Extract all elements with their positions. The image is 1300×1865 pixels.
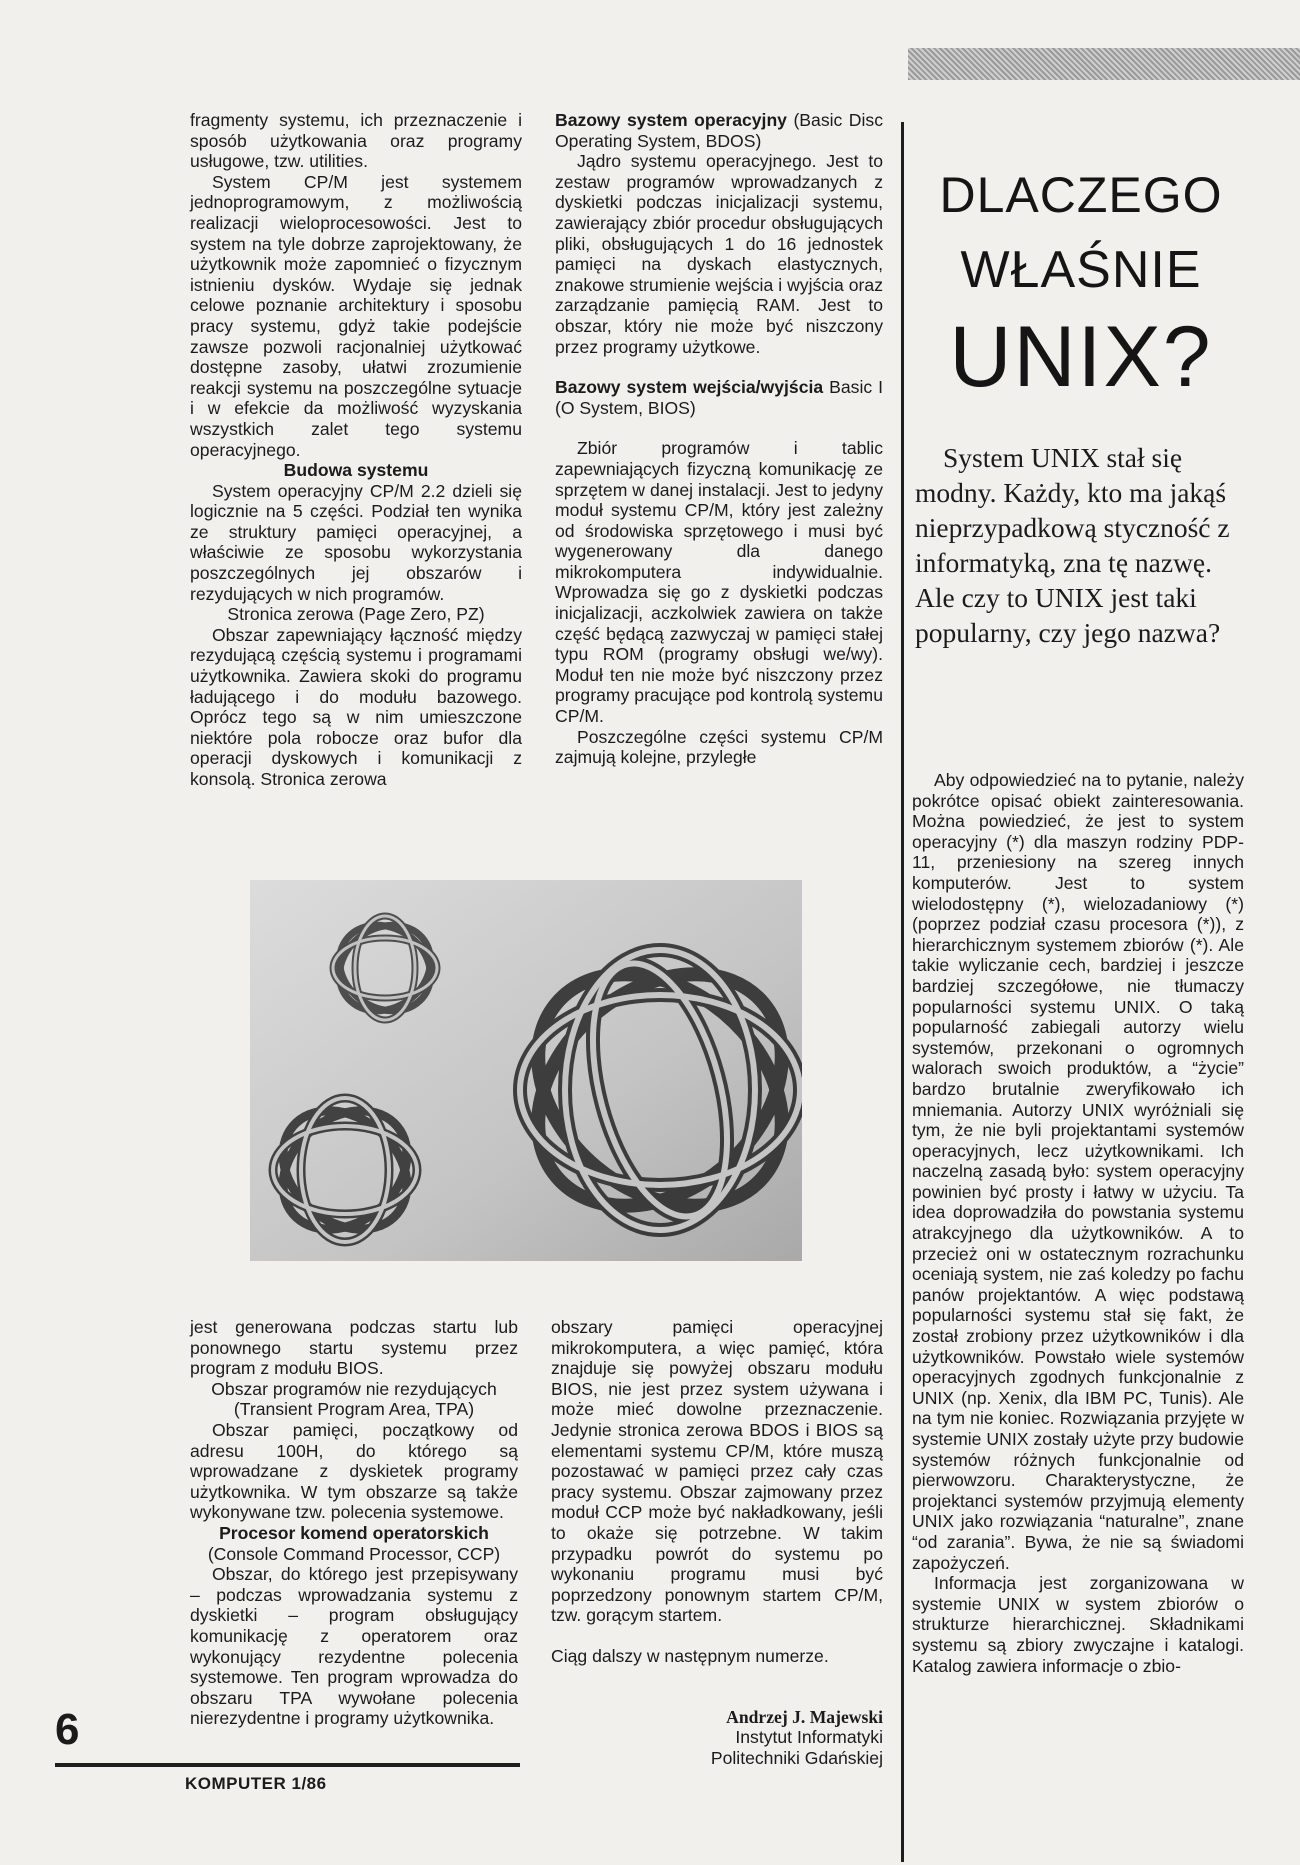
column-divider [901, 122, 904, 1862]
subsection-heading: Obszar programów nie rezydujących (Transient Program Area, TPA) [211, 1378, 497, 1420]
paragraph: Jądro systemu operacyjnego. Jest to zestaw programów wprowadzanych z dyskietki podczas inicjalizacji systemu, zawierający zbiór procedur obsługujących pliki, obsługujących 1 do 16 jednostek pamięci na dyskach elastycznych, znakowe strumienie wejścia i wyjścia oraz zarządzanie pamięcią RAM. Jest to obszar, który nie może być niszczony przez programy użytkowe. [555, 151, 883, 357]
paragraph: System operacyjny CP/M 2.2 dzieli się logicznie na 5 części. Podział ten wynika ze struktury pamięci operacyjnej, a właściwie ze sposobu wykorzystania poszczególnych jej obszarów i rezydujących w nich programów. [190, 480, 522, 604]
subsection-heading: Stronica zerowa (Page Zero, PZ) [227, 604, 485, 625]
paragraph: System CP/M jest systemem jednoprogramowym, z możliwością realizacji wieloprocesowości. Jest to system na tyle dobrze zaprojektowany, że użytkownik może zapomnieć o fizycznym istnieniu dysków. Wydaje się jednak celowe poznanie architektury i sposobu pracy systemu, gdyż takie podejście zawsze pozwoli racjonalniej użytkować dostępne zasoby, ułatwi zrozumienie reakcji systemu na poszczególne sytuacje i w efekcie da możliwość wyzyskania wszystkich zalet tego systemu operacyjnego. [190, 171, 522, 460]
paragraph: Obszar zapewniający łączność między rezydującą częścią systemu i programami użytkownika. Zawiera skoki do programu ładującego i do modułu bazowego. Oprócz tego są w nim umieszczone niektóre pola robocze oraz bufor dla operacji dyskowych i komunikacji z konsolą. Stronica zerowa [190, 624, 522, 789]
section-heading: Procesor komend operatorskich [219, 1522, 489, 1543]
paragraph: Zbiór programów i tablic zapewniających fizyczną komunikację ze sprzętem w danej instalacji. Jest to jedyny moduł systemu CP/M, który jest zależny od środowiska sprzętowego i musi być wygenerowany dla danego mikrokomputera indywidualnie. Wprowadza się go z dyskietki podczas inicjalizacji, aczkolwiek zawiera on także część będącą zazwyczaj w pamięci stałej typu ROM (programy obsługi we/wy). Moduł ten nie może być niszczony przez programy pracujące pod kontrolą systemu CP/M. [555, 438, 883, 727]
issue-label: KOMPUTER 1/86 [185, 1774, 327, 1793]
footer-rule [55, 1763, 520, 1767]
paragraph: Poszczególne części systemu CP/M zajmują kolejne, przyległe [555, 726, 883, 768]
article-title-line3: UNIX? [949, 309, 1213, 405]
column-left-bottom [190, 1317, 518, 1729]
author-affiliation: Politechniki Gdańskiej [710, 1747, 883, 1768]
continued-note: Ciąg dalszy w następnym numerze. [551, 1645, 829, 1666]
section-heading: Budowa systemu [283, 460, 429, 481]
ribbon-sculpture-photo [250, 880, 802, 1261]
column-right [912, 770, 1244, 1676]
paragraph: fragmenty systemu, ich przeznaczenie i sposób użytkowania oraz programy usługowe, tzw. utilities. [190, 110, 522, 172]
heading-bold: Bazowy system operacyjny [555, 110, 787, 130]
page-number: 6 [55, 1705, 80, 1754]
heading-rest: (Basic Disc Operating System, BDOS) [555, 110, 883, 151]
heading-bold: Bazowy system wejścia/wyjścia [555, 377, 824, 398]
paragraph: jest generowana podczas startu lub ponownego startu systemu przez program z modułu BIOS. [190, 1317, 518, 1379]
column-mid-bottom [551, 1317, 883, 1768]
paragraph: Obszar, do którego jest przepisywany – podczas wprowadzania systemu z dyskietki – program obsługujący komunikację z operatorem oraz wykonujący rezydentne polecenia systemowe. Ten program wprowadza do obszaru TPA wywołane polecenia nierezydentne i programy użytkownika. [190, 1564, 518, 1729]
column-left-top [190, 110, 522, 790]
subsection-heading: (Console Command Processor, CCP) [207, 1543, 501, 1564]
author-affiliation: Instytut Informatyki [735, 1727, 883, 1748]
lead-paragraph [915, 440, 1250, 650]
column-mid-top [555, 110, 883, 768]
article-title-line1: DLACZEGO [939, 167, 1223, 223]
heading-rest: Basic I (O System, BIOS) [555, 377, 884, 418]
author-name: Andrzej J. Majewski [726, 1706, 883, 1727]
lead-text: System UNIX stał się modny. Każdy, kto ma jakąś nieprzypadkową styczność z informatyką, zna tę nazwę. Ale czy to UNIX jest taki popularny, czy jego nazwa? [915, 442, 1230, 648]
paragraph: Informacja jest zorganizowana w systemie UNIX w system zbiorów o strukturze hierarchicznej. Składnikami systemu są zbiory zwyczajne i katalogi. Katalog zawiera informacje o zbio- [912, 1573, 1244, 1676]
paragraph: Obszar pamięci, początkowy od adresu 100H, do którego są wprowadzane z dyskietek programy użytkownika. W tym obszarze są także wykonywane tzw. polecenia systemowe. [190, 1419, 518, 1523]
halftone-banner [908, 48, 1300, 80]
article-title-line2: WŁAŚNIE [960, 241, 1202, 299]
subsection-heading [555, 377, 883, 418]
paragraph: Aby odpowiedzieć na to pytanie, należy pokrótce opisać obiekt zainteresowania. Można powiedzieć, że jest to system operacyjny (*) dla maszyn rodziny PDP-11, przeniesiony na szereg innych komputerów. Jest to system wielodostępny (*), wielozadaniowy (*) (poprzez podział czasu procesora (*)), z hierarchicznym systemem zbiorów (*). Ale takie wyliczanie cech, bardziej i jeszcze bardziej szczegółowe, nie tłumaczy popularności systemu UNIX. O taką popularność zabiegali autorzy wielu systemów, przekonani o ogromnych walorach swoich produktów, a “życie” bardzo brutalnie zweryfikowało ich mniemania. Autorzy UNIX wyróżniali się tym, że nie byli projektantami systemów operacyjnych, lecz użytkownikami. Ich naczelną zasadą było: system operacyjny powinien być prosty i łatwy w użyciu. Ta idea doprowadziła do powstania systemu atrakcyjnego dla użytkowników. A to przecież oni w ostatecznym rozrachunku oceniają system, nie zaś koledzy po fachu panów projektantów. A więc podstawą popularności systemu stał się fakt, że został zrobiony przez użytkowników i dla użytkowników. Powstało wiele systemów operacyjnych zgodnych funkcjonalnie z UNIX (np. Xenix, dla IBM PC, Tunis). Ale na tym nie koniec. Rozwiązania przyjęte w systemie UNIX zostały użyte przy budowie systemów różnych funkcjonalnie od pierwowzoru. Charakterystyczne, że projektanci systemów przyjmują elementy UNIX jako rozwiązania “naturalne”, znane “od zarania”. Bywa, że nie są świadomi zapożyczeń. [912, 770, 1244, 1573]
subsection-heading [555, 110, 883, 151]
paragraph: obszary pamięci operacyjnej mikrokomputera, a więc pamięć, która znajduje się powyżej obszaru modułu BIOS, nie jest przez system używana i może mieć dowolne przeznaczenie. Jedynie stronica zerowa BDOS i BIOS są elementami systemu CP/M, które muszą pozostawać w pamięci przez cały czas pracy systemu. Obszar zajmowany przez moduł CCP może być nakładkowany, jeśli to okaże się potrzebne. W takim przypadku powrót do systemu po wykonaniu programu musi być poprzedzony ponownym startem CP/M, tzw. gorącym startem. [551, 1317, 883, 1626]
